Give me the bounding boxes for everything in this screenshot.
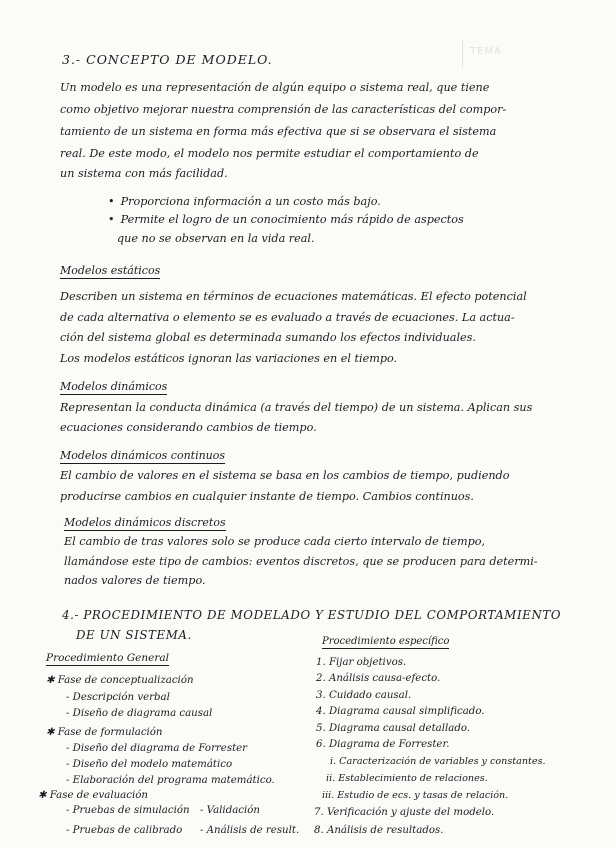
step-item: - Validación [200, 805, 260, 816]
intro-line: un sistema con más facilidad. [60, 167, 228, 180]
continuous-line: producirse cambios en cualquier instante de tiempo. Cambios continuos. [60, 490, 474, 503]
specific-step: 5. Diagrama causal detallado. [316, 723, 471, 734]
bleed-through-header: TEMA [470, 46, 502, 57]
bullet-item: • Proporciona información a un costo más bajo. [108, 192, 381, 212]
phase-item: ✱ Fase de evaluación [38, 790, 148, 801]
dynamic-line: Representan la conducta dinámica (a través del tiempo) de un sistema. Aplican sus [60, 401, 533, 414]
dynamic-models-heading: Modelos dinámicos [60, 380, 168, 393]
static-line: ción del sistema global es determinada sumando los efectos individuales. [60, 331, 476, 344]
specific-step: 6. Diagrama de Forrester. [316, 739, 450, 750]
dynamic-line: ecuaciones considerando cambios de tiempo. [60, 421, 317, 434]
static-line: Los modelos estáticos ignoran las variaciones en el tiempo. [60, 352, 398, 365]
intro-line: Un modelo es una representación de algún equipo o sistema real, que tiene [60, 81, 490, 94]
step-item: - Elaboración del programa matemático. [66, 775, 275, 786]
discrete-line: El cambio de tras valores solo se produce cada cierto intervalo de tiempo, [64, 535, 486, 548]
step-item: - Diseño del diagrama de Forrester [66, 743, 248, 754]
discrete-models-heading: Modelos dinámicos discretos [64, 516, 226, 529]
phase-item: ✱ Fase de formulación [46, 727, 163, 738]
intro-line: como objetivo mejorar nuestra comprensión de las características del compor- [60, 103, 507, 116]
specific-step: 4. Diagrama causal simplificado. [316, 706, 485, 717]
step-item: - Diseño de diagrama causal [66, 708, 213, 719]
bullet-continuation: que no se observan en la vida real. [117, 232, 315, 245]
specific-step: 7. Verificación y ajuste del modelo. [314, 807, 495, 818]
step-item: - Diseño del modelo matemático [66, 759, 233, 770]
specific-substep: ii. Establecimiento de relaciones. [326, 773, 488, 784]
section-4-title-continuation: DE UN SISTEMA. [76, 628, 192, 642]
step-item: - Descripción verbal [66, 692, 170, 703]
continuous-line: El cambio de valores en el sistema se basa en los cambios de tiempo, pudiendo [60, 469, 510, 482]
intro-line: real. De este modo, el modelo nos permite estudiar el comportamiento de [60, 147, 479, 160]
step-item: - Pruebas de calibrado [66, 825, 183, 836]
specific-step: 1. Fijar objetivos. [316, 657, 407, 668]
section-3-title: 3.- CONCEPTO DE MODELO. [62, 52, 273, 67]
static-line: Describen un sistema en términos de ecuaciones matemáticas. El efecto potencial [60, 290, 527, 303]
specific-substep: i. Caracterización de variables y constantes. [330, 756, 546, 767]
bleed-through-rule [462, 40, 463, 68]
specific-substep: iii. Estudio de ecs. y tasas de relación. [322, 790, 509, 801]
specific-step: 8. Análisis de resultados. [314, 825, 444, 836]
continuous-models-heading: Modelos dinámicos continuos [60, 449, 226, 462]
step-item: - Pruebas de simulación [66, 805, 190, 816]
step-item: - Análisis de result. [200, 825, 300, 836]
bullet-item: • Permite el logro de un conocimiento más rápido de aspectos [108, 210, 464, 230]
specific-step: 2. Análisis causa-efecto. [316, 673, 441, 684]
general-procedure-heading: Procedimiento General [46, 652, 169, 664]
intro-line: tamiento de un sistema en forma más efectiva que si se observara el sistema [60, 125, 497, 138]
static-line: de cada alternativa o elemento se es evaluado a través de ecuaciones. La actua- [60, 311, 515, 324]
specific-procedure-heading: Procedimiento específico [322, 636, 450, 647]
phase-item: ✱ Fase de conceptualización [46, 675, 194, 686]
static-models-heading: Modelos estáticos [60, 264, 161, 277]
discrete-line: llamándose este tipo de cambios: eventos discretos, que se producen para determi- [64, 555, 538, 568]
specific-step: 3. Cuidado causal. [316, 690, 412, 701]
discrete-line: nados valores de tiempo. [64, 574, 206, 587]
section-4-title: 4.- PROCEDIMIENTO DE MODELADO Y ESTUDIO DEL COMPORTAMIENTO [62, 608, 562, 622]
